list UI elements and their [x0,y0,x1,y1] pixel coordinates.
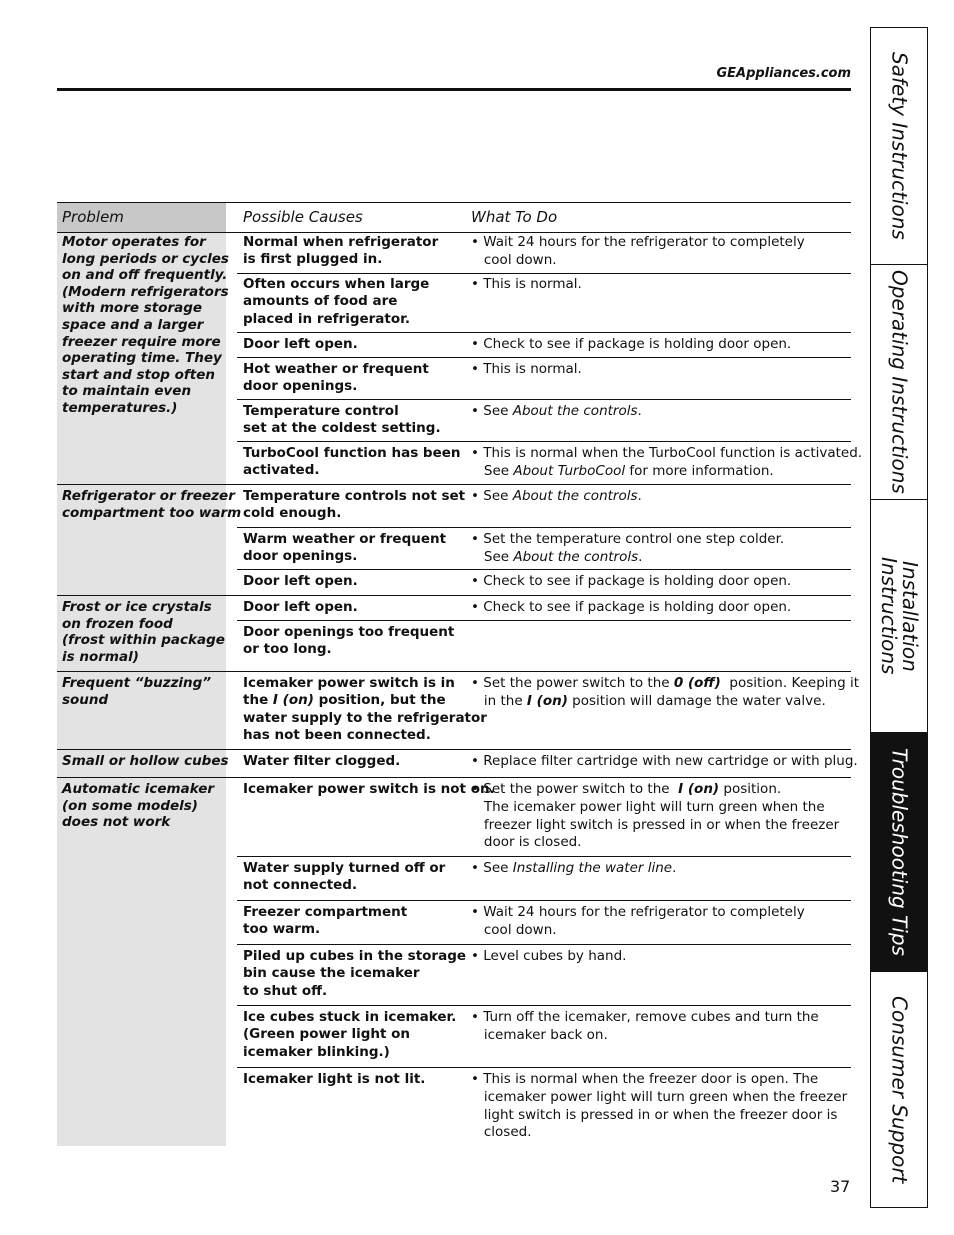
header-rule [57,88,851,91]
todo-5: • This is normal when the TurboCool function is activated. See About TurboCool for more information. [471,445,863,479]
tab-consumer-support[interactable] [871,972,927,1207]
problem-cubes: Small or hollow cubes [62,753,229,769]
cause-18: Icemaker light is not lit. [243,1071,426,1087]
site-url: GEAppliances.com [716,66,851,81]
cause-0: Normal when refrigerator is first plugged in. [243,234,439,268]
tab-troubleshooting-tips[interactable] [871,733,927,972]
todo-13: • Set the power switch to the I (on) position. The icemaker power light will turn green when the freezer light switch is pressed in or when the freezer door is closed. [471,781,840,851]
cause-12: Water filter clogged. [243,753,401,769]
todo-8: • Check to see if package is holding door open. [471,573,792,589]
header-causes: Possible Causes [243,208,363,226]
tab-installation-instructions[interactable] [871,500,927,733]
cause-10: Door openings too frequent or too long. [243,624,455,658]
problem-frost: Frost or ice crystals on frozen food (frost within package is normal) [62,599,225,665]
cause-1: Often occurs when large amounts of food are placed in refrigerator. [243,276,430,327]
row-divider [237,527,851,528]
table-header [57,202,851,233]
group-divider [57,749,851,750]
cause-3: Hot weather or frequent door openings. [243,361,429,395]
group-divider [57,484,851,485]
tab-label: Troubleshooting Tips [887,748,912,956]
todo-6: • See About the controls. [471,488,642,504]
todo-17: • Turn off the icemaker, remove cubes and turn the icemaker back on. [471,1009,819,1043]
todo-11: • Set the power switch to the 0 (off) position. Keeping it in the I (on) position will damage the water valve. [471,675,860,709]
problem-motor: Motor operates for long periods or cycles on and off frequently. (Modern refrigerators with more storage space and a larger freezer require more operating time. They start and stop often to maintain even temperatures.) [62,234,229,416]
problem-too-warm: Refrigerator or freezer compartment too warm [62,488,242,521]
todo-14: • See Installing the water line. [471,860,677,876]
header-problem: Problem [62,208,124,226]
cause-15: Freezer compartment too warm. [243,904,408,938]
cause-6: Temperature controls not set cold enough. [243,488,466,522]
page-number: 37 [830,1177,851,1196]
problem-buzzing: Frequent “buzzing” sound [62,675,212,708]
cause-9: Door left open. [243,599,358,615]
row-divider [237,441,851,442]
tab-label: Safety Instructions [887,52,912,240]
row-divider [237,1005,851,1006]
todo-7: • Set the temperature control one step colder. See About the controls. [471,531,785,565]
todo-18: • This is normal when the freezer door is open. The icemaker power light will turn green when the freezer light switch is pressed in or when the freezer door is closed. [471,1071,848,1141]
cause-13: Icemaker power switch is not on. [243,781,495,797]
todo-4: • See About the controls. [471,403,642,419]
row-divider [237,1067,851,1068]
tab-label: Operating Instructions [887,270,912,494]
todo-9: • Check to see if package is holding door open. [471,599,792,615]
cause-16: Piled up cubes in the storage bin cause the icemaker to shut off. [243,948,467,999]
todo-0: • Wait 24 hours for the refrigerator to completely cool down. [471,234,805,268]
row-divider [237,900,851,901]
cause-5: TurboCool function has been activated. [243,445,461,479]
problem-icemaker: Automatic icemaker (on some models) does not work [62,781,215,831]
row-divider [237,273,851,274]
row-divider [237,620,851,621]
row-divider [237,944,851,945]
group-divider [57,595,851,596]
row-divider [237,856,851,857]
todo-1: • This is normal. [471,276,582,292]
row-divider [237,569,851,570]
group-divider [57,671,851,672]
cause-7: Warm weather or frequent door openings. [243,531,447,565]
cause-14: Water supply turned off or not connected. [243,860,446,894]
row-divider [237,399,851,400]
group-divider [57,777,851,778]
todo-16: • Level cubes by hand. [471,948,627,964]
cause-2: Door left open. [243,336,358,352]
todo-12: • Replace filter cartridge with new cartridge or with plug. [471,753,858,769]
todo-2: • Check to see if package is holding door open. [471,336,792,352]
cause-17: Ice cubes stuck in icemaker. (Green power light on icemaker blinking.) [243,1009,457,1060]
todo-3: • This is normal. [471,361,582,377]
tab-safety-instructions[interactable] [871,28,927,265]
tab-label: Installation Instructions [877,557,922,675]
side-tabs [870,27,928,1208]
row-divider [237,357,851,358]
tab-label: Consumer Support [887,995,912,1184]
cause-11: Icemaker power switch is in the I (on) position, but the water supply to the refrigerator has not been connected. [243,675,487,744]
cause-4: Temperature control set at the coldest setting. [243,403,441,437]
header-todo: What To Do [471,208,558,226]
todo-15: • Wait 24 hours for the refrigerator to completely cool down. [471,904,805,938]
row-divider [237,332,851,333]
cause-8: Door left open. [243,573,358,589]
tab-operating-instructions[interactable] [871,265,927,500]
